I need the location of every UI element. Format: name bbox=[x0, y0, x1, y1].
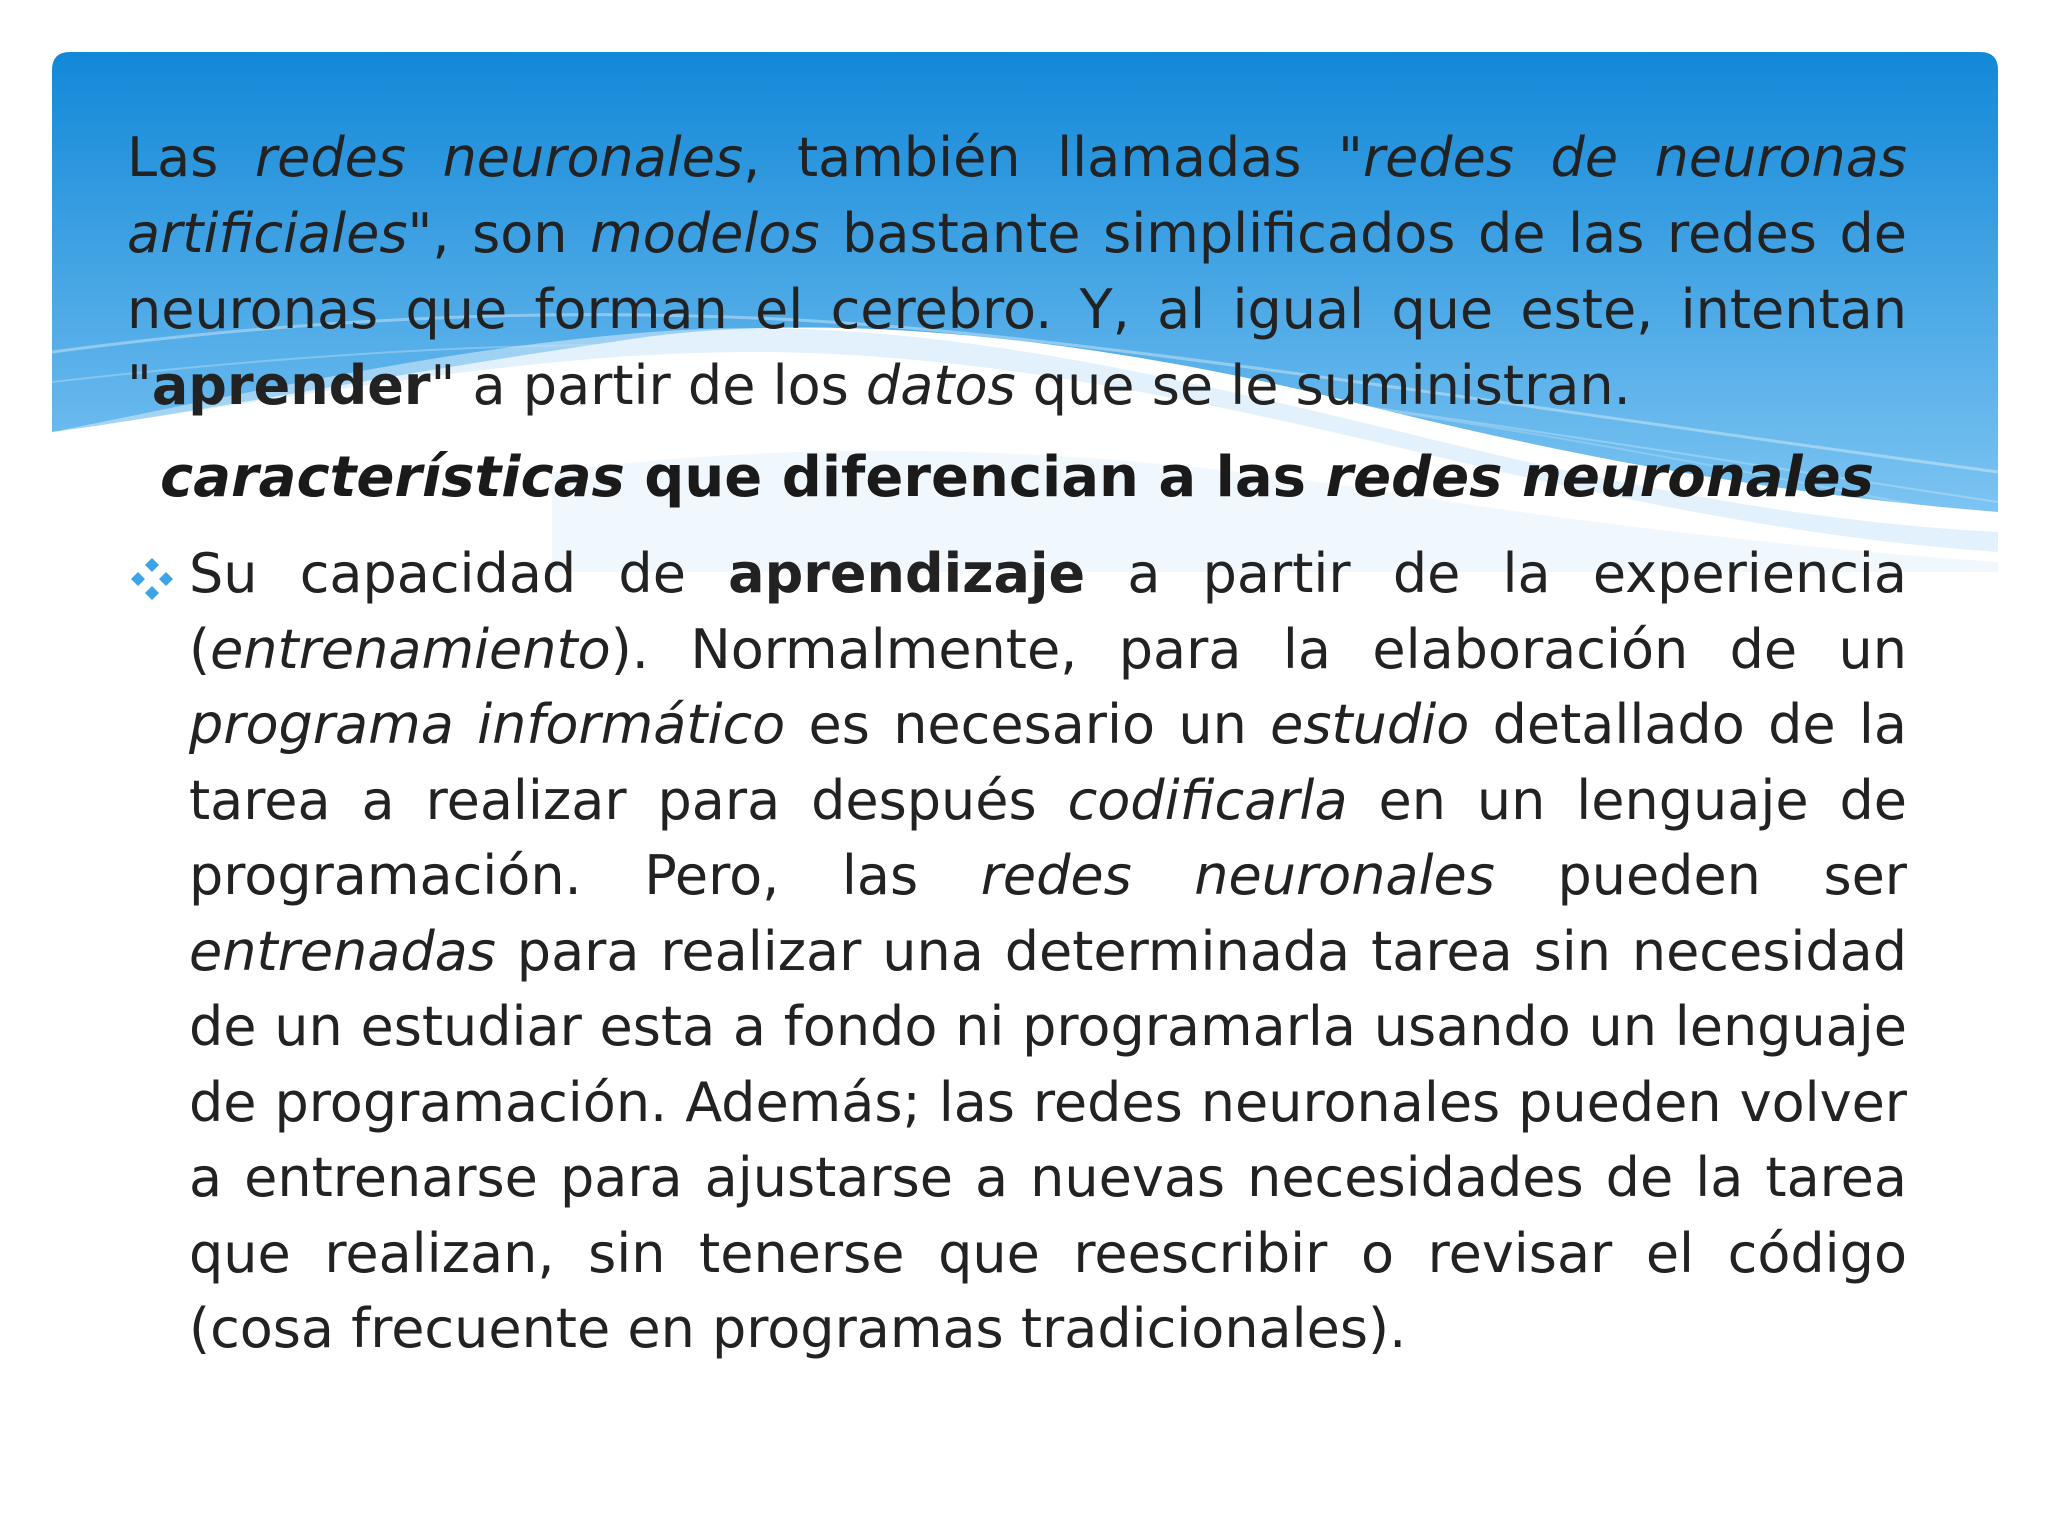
bullet-text: Su capacidad de aprendizaje a partir de la experiencia (entrenamiento). Normalmente, para la elaboración de un programa informático es necesario un estudio detallado de la tarea a realizar para después codificarla en un lenguaje de programación. Pero, las redes neuronales pueden ser entrenadas para realizar una determinada tarea sin necesidad de un estudiar esta a fondo ni programarla usando un lenguaje de programación. Además; las redes neuronales pueden volver a entrenarse para ajustarse a nuevas necesidades de la tarea que realizan, sin tenerse que reescribir o revisar el código (cosa frecuente en programas tradicionales). bbox=[189, 542, 1908, 1360]
section-heading: características que diferencian a las redes neuronales bbox=[160, 445, 1874, 510]
intro-paragraph: Las redes neuronales, también llamadas "redes de neuronas artificiales", son modelos bastante simplificados de las redes de neuronas que forman el cerebro. Y, al igual que este, intentan "aprender" a partir de los datos que se le suministran. bbox=[127, 126, 1907, 417]
four-diamond-bullet-icon bbox=[127, 554, 177, 604]
bullet-item bbox=[127, 536, 1907, 1367]
